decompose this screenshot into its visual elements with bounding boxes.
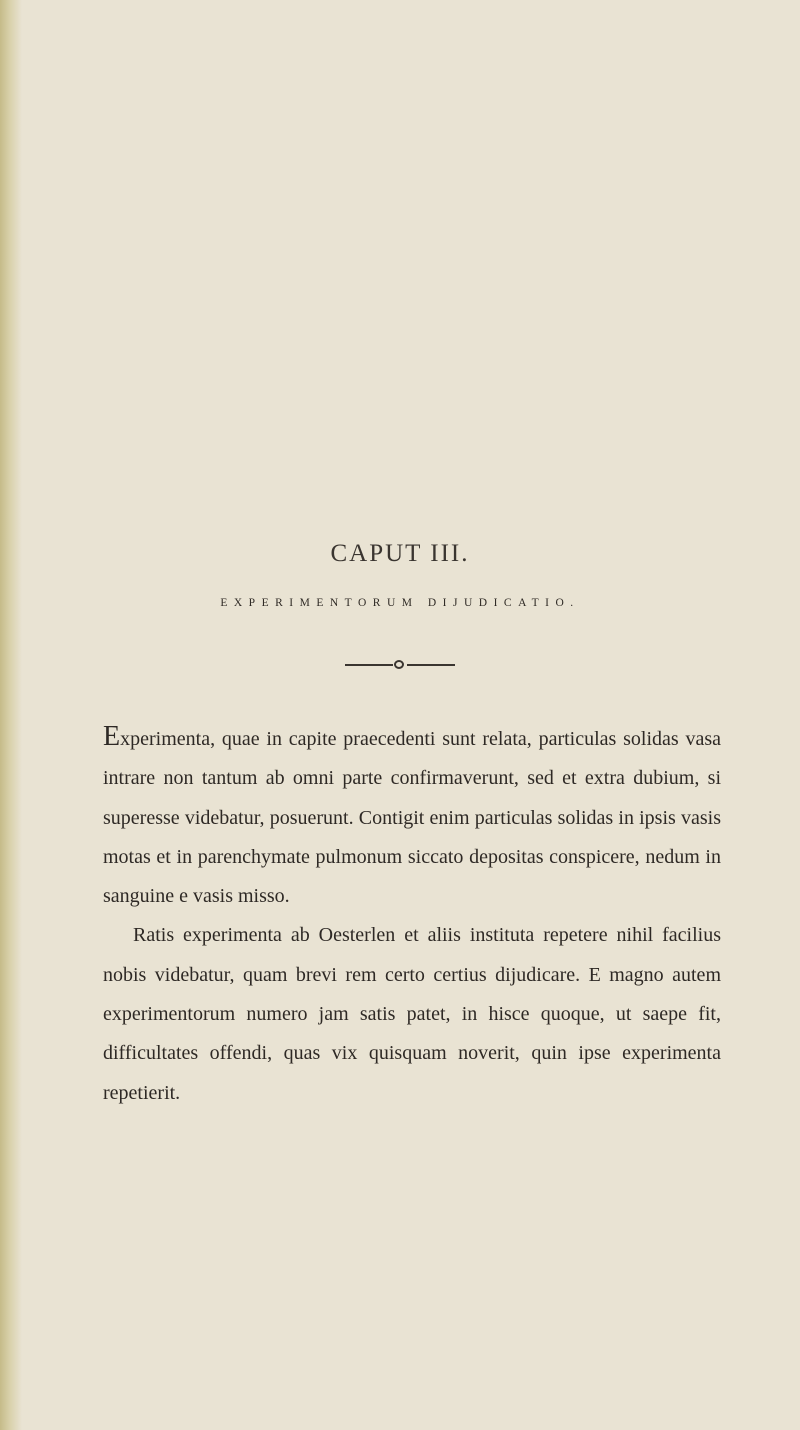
divider-line-right (407, 664, 455, 666)
ornamental-divider (345, 660, 455, 670)
chapter-title: CAPUT III. (330, 540, 470, 567)
initial-letter: E (103, 721, 121, 752)
paragraph-1-text: xperimenta, quae in capite praecedenti sunt relata, particulas solidas vasa intrare non tantum ab omni parte confirmaverunt, sed et extra dubium, si superesse videbatur, posuerunt. Contigit enim particulas solidas in ipsis vasis motas et in parenchymate pulmonum siccato depositas conspicere, nedum in sanguine e vasis misso. (103, 728, 721, 908)
divider-ornament (394, 660, 404, 669)
divider-line-left (345, 664, 393, 666)
body-text (103, 720, 721, 1113)
paragraph-2: Ratis experimenta ab Oesterlen et aliis instituta repetere nihil facilius nobis videbatur, quam brevi rem certo certius dijudicare. E magno autem experimentorum numero jam satis patet, in hisce quoque, ut saepe fit, difficultates offendi, quas vix quisquam noverit, quin ipse experimenta repetierit. (103, 924, 721, 1104)
paragraph-1 (103, 720, 721, 916)
chapter-subtitle: EXPERIMENTORUM DIJUDICATIO. (220, 597, 580, 609)
